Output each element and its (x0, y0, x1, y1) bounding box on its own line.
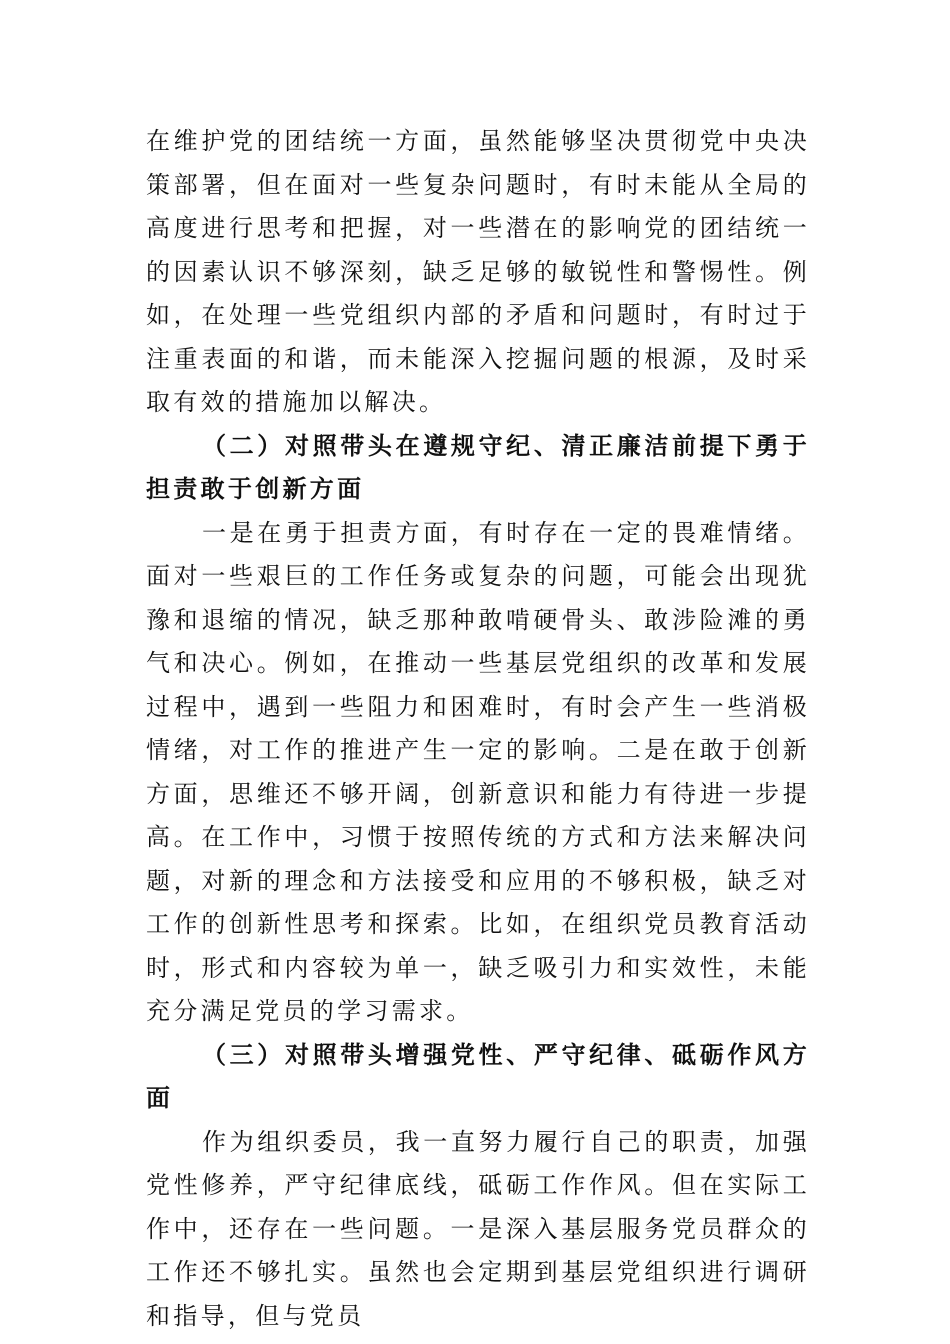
body-paragraph-responsibility-innovation: 一是在勇于担责方面，有时存在一定的畏难情绪。面对一些艰巨的工作任务或复杂的问题，可能会出现犹豫和退缩的情况，缺乏那种敢啃硬骨头、敢涉险滩的勇气和决心。例如，在推动一些基层党组织的改革和发展过程中，遇到一些阻力和困难时，有时会产生一些消极情绪，对工作的推进产生一定的影响。二是在敢于创新方面，思维还不够开阔，创新意识和能力有待进一步提高。在工作中，习惯于按照传统的方式和方法来解决问题，对新的理念和方法接受和应用的不够积极，缺乏对工作的创新性思考和探索。比如，在组织党员教育活动时，形式和内容较为单一，缺乏吸引力和实效性，未能充分满足党员的学习需求。 (146, 518, 810, 1025)
body-paragraph-unity: 在维护党的团结统一方面，虽然能够坚决贯彻党中央决策部署，但在面对一些复杂问题时，有时未能从全局的高度进行思考和把握，对一些潜在的影响党的团结统一的因素认识不够深刻，缺乏足够的敏锐性和警惕性。例如，在处理一些党组织内部的矛盾和问题时，有时过于注重表面的和谐，而未能深入挖掘问题的根源，及时采取有效的措施加以解决。 (146, 127, 810, 416)
section-heading-three: （三）对照带头增强党性、严守纪律、砥砺作风方面 (146, 1040, 810, 1112)
section-heading-two: （二）对照带头在遵规守纪、清正廉洁前提下勇于担责敢于创新方面 (146, 431, 810, 503)
body-paragraph-party-spirit: 作为组织委员，我一直努力履行自己的职责，加强党性修养，严守纪律底线，砥砺工作作风。但在实际工作中，还存在一些问题。一是深入基层服务党员群众的工作还不够扎实。虽然也会定期到基层党组织进行调研和指导，但与党员 (146, 1127, 810, 1330)
document-page (146, 120, 810, 1338)
